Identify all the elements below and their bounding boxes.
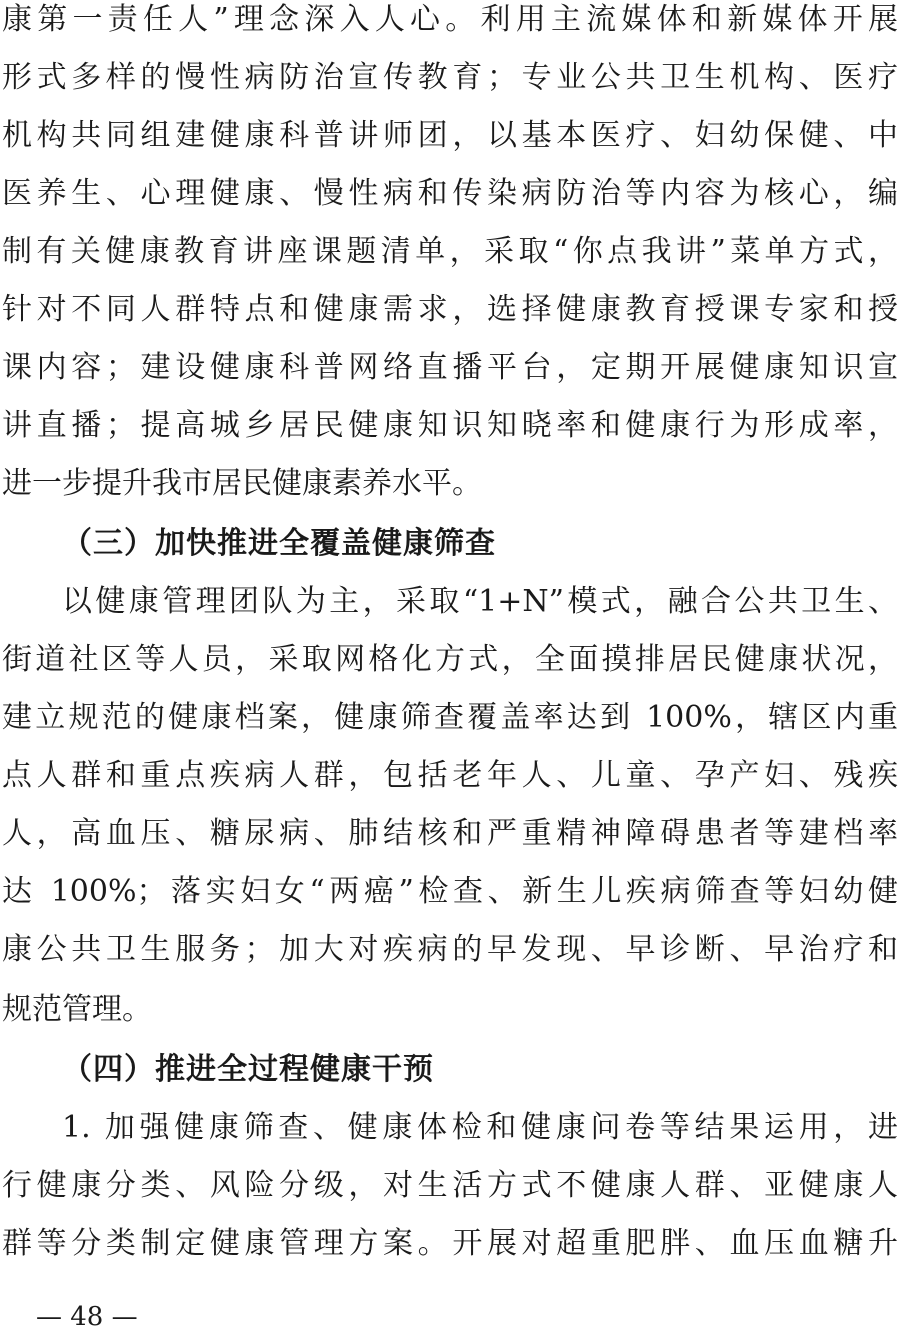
body-line: 达 100%；落实妇女“两癌”检查、新生儿疾病筛查等妇幼健 xyxy=(2,874,898,909)
body-line: 点人群和重点疾病人群，包括老年人、儿童、孕产妇、残疾 xyxy=(2,758,898,793)
body-line: 课内容；建设健康科普网络直播平台，定期开展健康知识宣 xyxy=(2,350,898,385)
body-line: 群等分类制定健康管理方案。开展对超重肥胖、血压血糖升 xyxy=(2,1226,898,1261)
body-line: 讲直播；提高城乡居民健康知识知晓率和健康行为形成率， xyxy=(2,408,898,443)
body-line: 形式多样的慢性病防治宣传教育；专业公共卫生机构、医疗 xyxy=(2,60,898,95)
section-heading: （四）推进全过程健康干预 xyxy=(62,1052,434,1087)
body-line: 1. 加强健康筛查、健康体检和健康问卷等结果运用，进 xyxy=(62,1110,898,1145)
body-line: 制有关健康教育讲座课题清单，采取“你点我讲”菜单方式， xyxy=(2,234,898,269)
body-line: 医养生、心理健康、慢性病和传染病防治等内容为核心，编 xyxy=(2,176,898,211)
body-line: 康公共卫生服务；加大对疾病的早发现、早诊断、早治疗和 xyxy=(2,932,898,967)
body-line: 以健康管理团队为主，采取“1+N”模式，融合公共卫生、 xyxy=(62,584,898,619)
page-number: — 48 — xyxy=(36,1302,138,1332)
body-line: 人，高血压、糖尿病、肺结核和严重精神障碍患者等建档率 xyxy=(2,816,898,851)
body-line: 进一步提升我市居民健康素养水平。 xyxy=(2,466,482,501)
body-line: 建立规范的健康档案，健康筛查覆盖率达到 100%，辖区内重 xyxy=(2,700,898,735)
body-line: 行健康分类、风险分级，对生活方式不健康人群、亚健康人 xyxy=(2,1168,898,1203)
body-line: 规范管理。 xyxy=(2,992,152,1027)
body-line: 街道社区等人员，采取网格化方式，全面摸排居民健康状况， xyxy=(2,642,898,677)
section-heading: （三）加快推进全覆盖健康筛查 xyxy=(62,526,496,561)
body-line: 机构共同组建健康科普讲师团，以基本医疗、妇幼保健、中 xyxy=(2,118,898,153)
body-line: 康第一责任人”理念深入人心。利用主流媒体和新媒体开展 xyxy=(2,2,898,37)
body-line: 针对不同人群特点和健康需求，选择健康教育授课专家和授 xyxy=(2,292,898,327)
